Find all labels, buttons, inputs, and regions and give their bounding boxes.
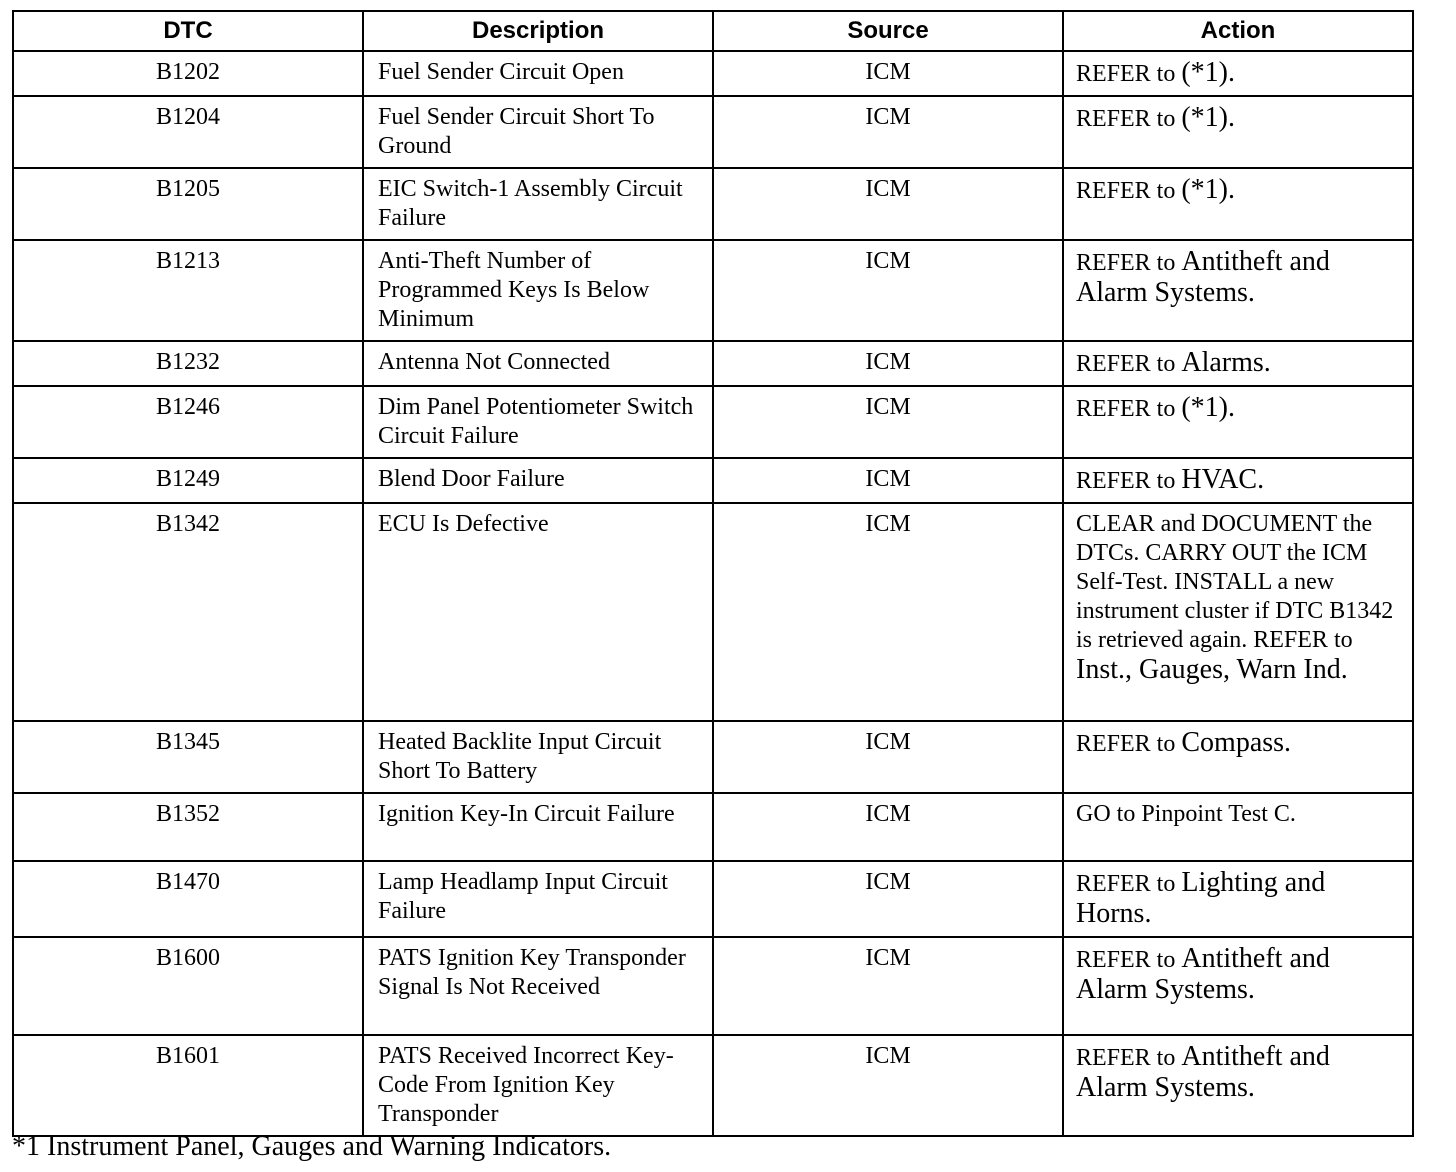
table-row <box>13 458 1413 503</box>
cell-action <box>1063 168 1413 240</box>
cell-source: ICM <box>713 458 1063 503</box>
cell-dtc: B1352 <box>13 793 363 861</box>
table-row <box>13 240 1413 341</box>
action-text: REFER to <box>1076 106 1176 132</box>
cell-description: ECU Is Defective <box>363 503 713 721</box>
cell-source: ICM <box>713 503 1063 721</box>
cell-source: ICM <box>713 793 1063 861</box>
action-reference: (*1). <box>1181 57 1236 88</box>
table-row <box>13 168 1413 240</box>
cell-dtc: B1600 <box>13 937 363 1035</box>
action-reference: Inst., Gauges, Warn Ind. <box>1076 654 1348 685</box>
header-description: Description <box>363 11 713 51</box>
cell-action <box>1063 341 1413 386</box>
action-text: REFER to <box>1076 250 1176 276</box>
cell-action <box>1063 721 1413 793</box>
header-action: Action <box>1063 11 1413 51</box>
action-reference: (*1). <box>1181 174 1236 205</box>
cell-description: Anti-Theft Number of Programmed Keys Is Below Minimum <box>363 240 713 341</box>
cell-description: PATS Received Incorrect Key-Code From Ignition Key Transponder <box>363 1035 713 1136</box>
action-text: REFER to <box>1076 396 1176 422</box>
table-row <box>13 51 1413 96</box>
cell-action <box>1063 937 1413 1035</box>
cell-action <box>1063 458 1413 503</box>
action-reference: HVAC. <box>1181 464 1265 495</box>
cell-action <box>1063 240 1413 341</box>
cell-source: ICM <box>713 168 1063 240</box>
cell-source: ICM <box>713 937 1063 1035</box>
cell-dtc: B1204 <box>13 96 363 168</box>
action-reference: Antitheft and Alarm Systems. <box>1076 943 1330 1005</box>
cell-dtc: B1213 <box>13 240 363 341</box>
cell-description: Dim Panel Potentiometer Switch Circuit Failure <box>363 386 713 458</box>
cell-description: Blend Door Failure <box>363 458 713 503</box>
action-reference: Compass. <box>1181 727 1292 758</box>
cell-action <box>1063 96 1413 168</box>
cell-description: Lamp Headlamp Input Circuit Failure <box>363 861 713 937</box>
action-text: REFER to <box>1076 731 1176 757</box>
action-text: REFER to <box>1076 61 1176 87</box>
cell-action <box>1063 503 1413 721</box>
action-text: REFER to <box>1076 947 1176 973</box>
cell-source: ICM <box>713 721 1063 793</box>
table-row <box>13 503 1413 721</box>
dtc-table <box>12 10 1414 1137</box>
cell-description: Heated Backlite Input Circuit Short To Battery <box>363 721 713 793</box>
cell-source: ICM <box>713 1035 1063 1136</box>
cell-action <box>1063 861 1413 937</box>
cell-description: Fuel Sender Circuit Open <box>363 51 713 96</box>
cell-description: PATS Ignition Key Transponder Signal Is Not Received <box>363 937 713 1035</box>
cell-source: ICM <box>713 240 1063 341</box>
action-text: CLEAR and DOCUMENT the DTCs. CARRY OUT the ICM Self-Test. INSTALL a new instrument cluster if DTC B1342 is retrieved again. REFER to <box>1076 511 1394 653</box>
cell-description: Ignition Key-In Circuit Failure <box>363 793 713 861</box>
action-reference: Antitheft and Alarm Systems. <box>1076 246 1330 308</box>
cell-dtc: B1246 <box>13 386 363 458</box>
cell-description: EIC Switch-1 Assembly Circuit Failure <box>363 168 713 240</box>
cell-dtc: B1345 <box>13 721 363 793</box>
footnote: *1 Instrument Panel, Gauges and Warning Indicators. <box>12 1131 612 1162</box>
table-row <box>13 1035 1413 1136</box>
table-row <box>13 721 1413 793</box>
header-row <box>13 11 1413 51</box>
table-row <box>13 96 1413 168</box>
cell-source: ICM <box>713 96 1063 168</box>
cell-action <box>1063 386 1413 458</box>
table-row <box>13 861 1413 937</box>
header-source: Source <box>713 11 1063 51</box>
cell-source: ICM <box>713 341 1063 386</box>
cell-description: Fuel Sender Circuit Short To Ground <box>363 96 713 168</box>
header-dtc: DTC <box>13 11 363 51</box>
action-reference: (*1). <box>1181 102 1236 133</box>
cell-action <box>1063 793 1413 861</box>
action-text: REFER to <box>1076 871 1176 897</box>
cell-dtc: B1202 <box>13 51 363 96</box>
action-reference: Lighting and Horns. <box>1076 867 1326 929</box>
cell-description: Antenna Not Connected <box>363 341 713 386</box>
table-row <box>13 793 1413 861</box>
cell-dtc: B1342 <box>13 503 363 721</box>
cell-source: ICM <box>713 51 1063 96</box>
cell-dtc: B1249 <box>13 458 363 503</box>
table-row <box>13 937 1413 1035</box>
table-body <box>13 51 1413 1136</box>
action-text: GO to Pinpoint Test C. <box>1076 801 1296 827</box>
cell-dtc: B1601 <box>13 1035 363 1136</box>
cell-action <box>1063 1035 1413 1136</box>
action-text: REFER to <box>1076 351 1176 377</box>
cell-source: ICM <box>713 386 1063 458</box>
action-reference: (*1). <box>1181 392 1236 423</box>
table-row <box>13 386 1413 458</box>
action-text: REFER to <box>1076 1045 1176 1071</box>
action-reference: Alarms. <box>1181 347 1271 378</box>
cell-action <box>1063 51 1413 96</box>
cell-dtc: B1470 <box>13 861 363 937</box>
action-text: REFER to <box>1076 178 1176 204</box>
action-text: REFER to <box>1076 468 1176 494</box>
cell-source: ICM <box>713 861 1063 937</box>
table-row <box>13 341 1413 386</box>
cell-dtc: B1205 <box>13 168 363 240</box>
cell-dtc: B1232 <box>13 341 363 386</box>
action-reference: Antitheft and Alarm Systems. <box>1076 1041 1330 1103</box>
